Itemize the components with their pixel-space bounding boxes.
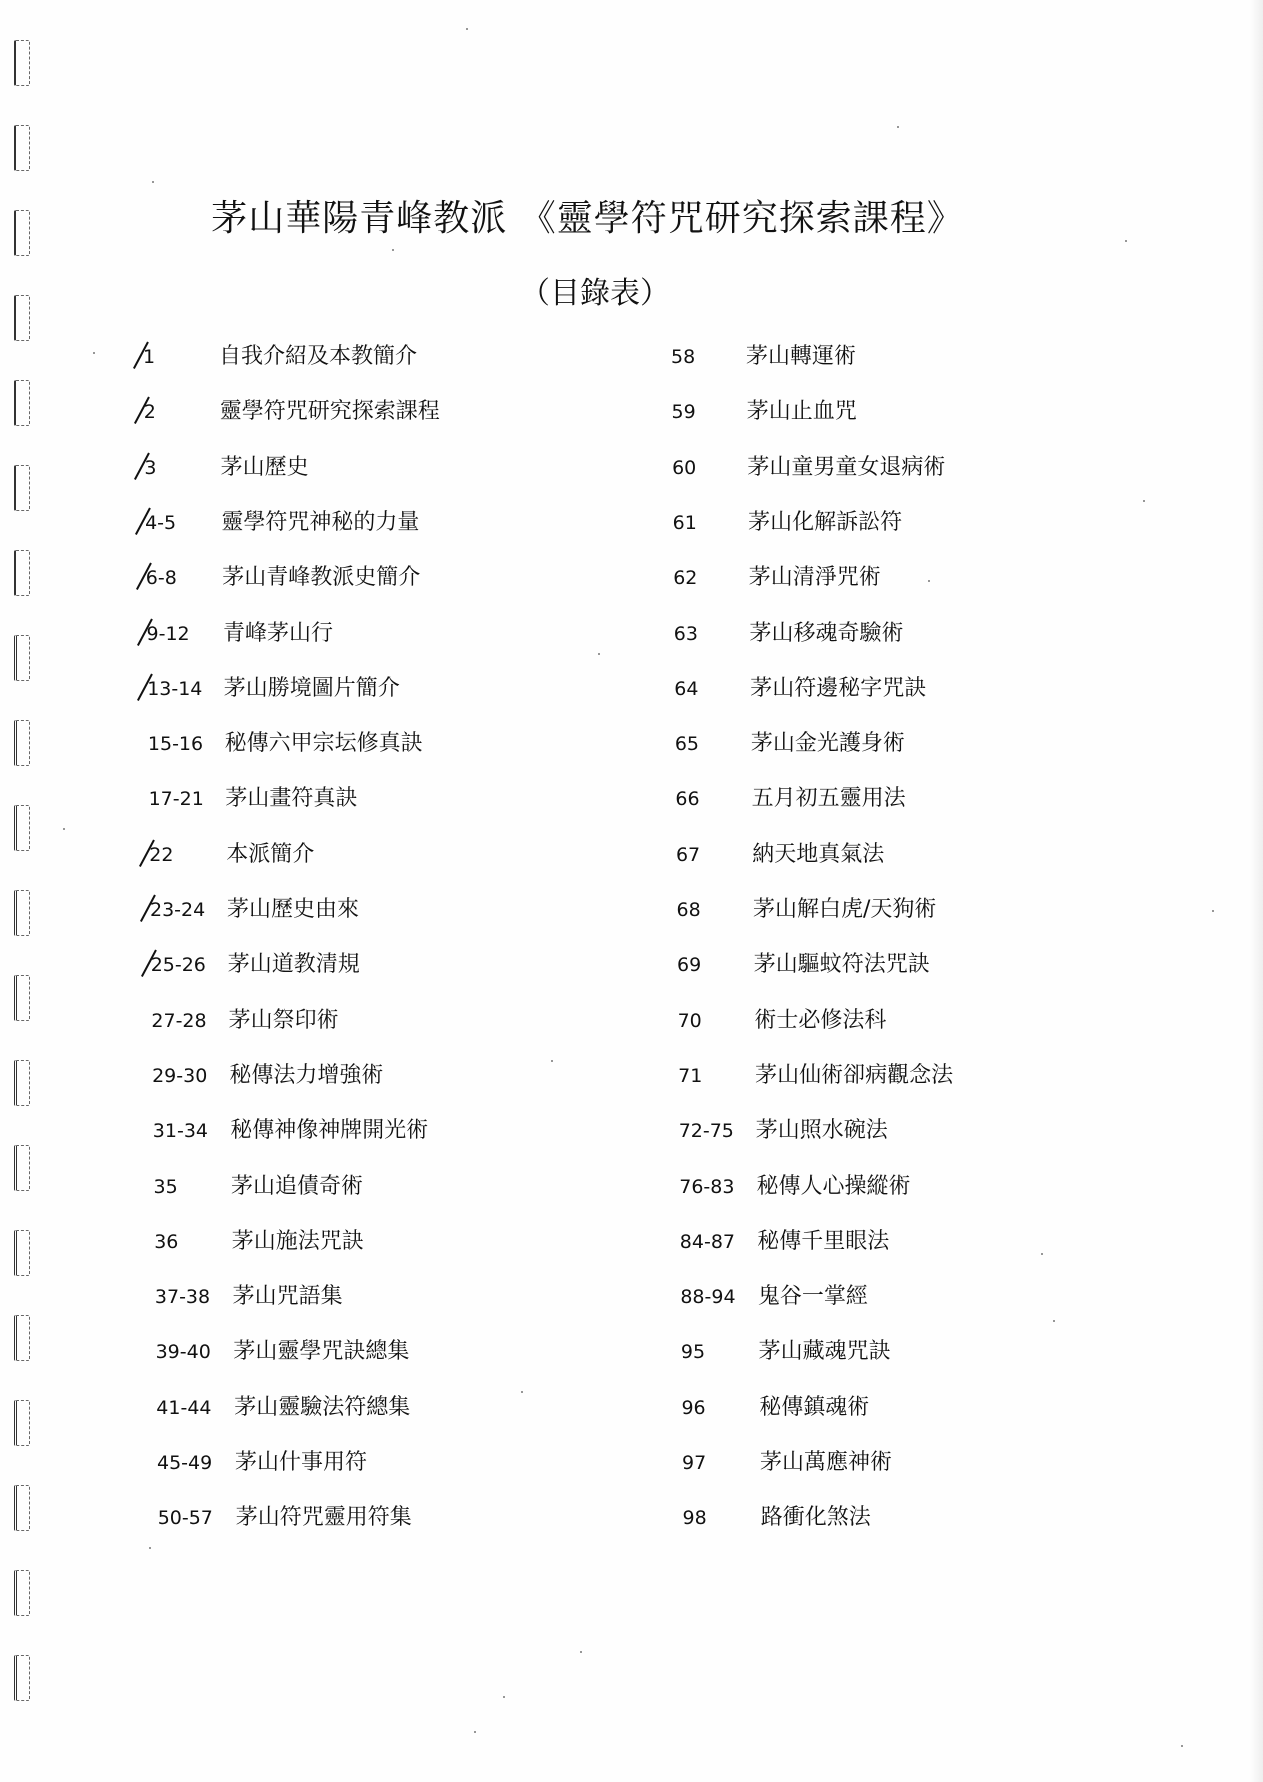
scan-speck — [466, 28, 468, 30]
toc-page-number: 62 — [673, 567, 698, 590]
binding-hole — [14, 1230, 30, 1276]
toc-entry-title: 茅山道教清規 — [227, 952, 360, 978]
toc-page-number: 27-28 — [151, 1009, 207, 1032]
toc-page-number: 1 — [143, 346, 156, 368]
binding-hole — [14, 40, 30, 86]
scan-speck — [149, 1547, 151, 1549]
toc-page-number: 45-49 — [157, 1452, 213, 1474]
toc-page-number: 39-40 — [155, 1341, 211, 1364]
toc-page-number: 22 — [149, 843, 174, 866]
toc-page-number: 95 — [680, 1341, 706, 1364]
toc-entry — [671, 340, 1230, 374]
toc-entry — [158, 1501, 560, 1535]
toc-entry — [147, 672, 560, 706]
scan-speck — [928, 580, 930, 582]
scan-speck — [1041, 1253, 1043, 1255]
toc-entry-title: 茅山符邊秘字咒訣 — [750, 675, 927, 701]
toc-entry — [153, 1114, 560, 1148]
toc-entry-title: 茅山施法咒訣 — [231, 1228, 364, 1254]
toc-entry-title: 術士必修法科 — [754, 1007, 887, 1033]
toc-entry — [155, 1280, 560, 1314]
binding-hole — [14, 550, 30, 596]
toc-entry — [679, 1170, 1230, 1204]
toc-entry-title: 茅山符咒靈用符集 — [235, 1505, 412, 1531]
document-title: 茅山華陽青峰教派 《靈學符咒研究探索課程》 — [211, 198, 964, 239]
toc-entry — [149, 782, 560, 816]
toc-page-number: 41-44 — [156, 1396, 212, 1419]
toc-page-number: 59 — [671, 401, 696, 424]
toc-page-number: 3 — [144, 456, 157, 479]
binding-hole — [14, 125, 30, 171]
toc-entry — [677, 948, 1230, 982]
toc-entry — [683, 1501, 1230, 1535]
binding-hole — [14, 1400, 30, 1446]
toc-page-number: 66 — [675, 788, 700, 811]
binding-hole — [14, 635, 30, 681]
toc-entry — [674, 617, 1230, 651]
toc-entry — [681, 1391, 1230, 1425]
scan-speck — [152, 181, 154, 183]
toc-page-number: 76-83 — [679, 1175, 735, 1198]
toc-entry — [145, 506, 560, 540]
toc-entry — [151, 1004, 560, 1038]
toc-entry — [150, 893, 560, 927]
toc-entry-title: 茅山追債奇術 — [231, 1173, 364, 1199]
toc-entry-title: 鬼谷一掌經 — [757, 1284, 868, 1310]
scan-speck — [580, 1651, 582, 1653]
binding-hole — [14, 1315, 30, 1361]
toc-page-number: 25-26 — [150, 954, 206, 977]
toc-page-number: 71 — [678, 1064, 703, 1087]
toc-entry — [143, 340, 560, 374]
toc-page-number: 35 — [153, 1175, 178, 1198]
scan-speck — [392, 249, 394, 251]
toc-page-number: 4-5 — [145, 511, 177, 534]
toc-entry — [152, 1059, 560, 1093]
toc-page-number: 72-75 — [678, 1120, 734, 1143]
scan-speck — [1181, 1745, 1183, 1747]
toc-page-number: 37-38 — [154, 1286, 211, 1309]
binding-hole — [14, 805, 30, 851]
toc-entry — [673, 561, 1230, 595]
toc-page-number: 67 — [675, 843, 701, 866]
scan-speck — [63, 828, 65, 830]
toc-page-number: 88-94 — [680, 1286, 736, 1309]
toc-entry — [146, 561, 560, 595]
toc-page-number: 69 — [677, 954, 702, 977]
toc-entry-title: 路衝化煞法 — [760, 1505, 871, 1531]
toc-entry — [144, 451, 560, 485]
scan-speck — [474, 1731, 476, 1733]
toc-entry — [151, 948, 560, 982]
toc-entry — [676, 838, 1230, 872]
binding-hole — [14, 1060, 30, 1106]
toc-entry — [148, 727, 560, 761]
binding-hole — [14, 720, 30, 766]
toc-entry-title: 茅山青峰教派史簡介 — [222, 565, 421, 591]
toc-entry-title: 茅山畫符真訣 — [225, 786, 358, 812]
toc-entry-title: 茅山勝境圖片簡介 — [223, 675, 400, 701]
toc-page-number: 6-8 — [145, 567, 177, 590]
toc-entry-title: 茅山祭印術 — [228, 1007, 339, 1033]
toc-page-number: 15-16 — [147, 733, 204, 756]
toc-entry — [156, 1335, 560, 1369]
toc-entry-title: 茅山靈學咒訣總集 — [233, 1339, 410, 1365]
toc-entry-title: 茅山童男童女退病術 — [747, 454, 946, 480]
toc-page-number: 36 — [154, 1230, 179, 1253]
page-edge-shadow — [1249, 0, 1263, 1782]
toc-entry-title: 茅山照水碗法 — [755, 1118, 888, 1144]
scan-speck — [897, 126, 899, 128]
toc-page-number: 23-24 — [150, 899, 206, 921]
binding-hole — [14, 1655, 30, 1701]
toc-entry — [144, 395, 560, 429]
toc-entry-title: 茅山止血咒 — [746, 399, 857, 425]
scan-speck — [1212, 910, 1214, 912]
scan-speck — [551, 1060, 553, 1062]
toc-entry-title: 秘傳千里眼法 — [757, 1228, 890, 1254]
binding-hole — [14, 465, 30, 511]
toc-entry-title: 茅山驅蚊符法咒訣 — [753, 952, 930, 978]
scan-speck — [521, 1391, 523, 1393]
binding-hole — [14, 1485, 30, 1531]
toc-entry — [674, 672, 1230, 706]
toc-entry-title: 本派簡介 — [226, 841, 315, 867]
toc-page-number: 50-57 — [157, 1507, 213, 1530]
toc-entry-title: 秘傳六甲宗坛修真訣 — [224, 731, 423, 757]
toc-entry — [673, 506, 1230, 540]
toc-page-number: 29-30 — [152, 1064, 208, 1087]
toc-entry — [154, 1225, 560, 1259]
toc-entry-title: 秘傳人心操縱術 — [756, 1173, 911, 1199]
toc-entry-title: 靈學符咒研究探索課程 — [219, 399, 440, 425]
document-subtitle: （目錄表） — [520, 276, 670, 311]
toc-entry-title: 自我介紹及本教簡介 — [219, 344, 418, 369]
binding-hole — [14, 975, 30, 1021]
toc-entry-title: 靈學符咒神秘的力量 — [221, 509, 420, 535]
toc-page-number: 98 — [682, 1507, 707, 1530]
toc-page-number: 58 — [671, 346, 696, 368]
scan-speck — [93, 352, 95, 354]
toc-entry — [680, 1225, 1230, 1259]
toc-entry-title: 茅山萬應神術 — [760, 1450, 893, 1475]
toc-entry — [672, 395, 1230, 429]
toc-entry-title: 秘傳法力增強術 — [229, 1062, 384, 1088]
binding-hole — [14, 380, 30, 426]
toc-entry — [678, 1004, 1230, 1038]
toc-entry — [680, 1280, 1230, 1314]
toc-entry — [672, 451, 1230, 485]
toc-entry — [681, 1335, 1230, 1369]
toc-entry-title: 納天地真氣法 — [752, 841, 885, 867]
toc-page-number: 60 — [672, 456, 697, 479]
toc-page-number: 68 — [676, 899, 701, 921]
toc-page-number: 64 — [674, 677, 699, 700]
toc-page-number: 13-14 — [147, 677, 203, 700]
toc-entry — [675, 727, 1230, 761]
scan-speck — [1143, 500, 1145, 502]
toc-entry — [149, 838, 560, 872]
toc-page-number: 9-12 — [146, 622, 190, 645]
toc-page-number: 2 — [143, 401, 156, 424]
toc-page-number: 17-21 — [148, 788, 204, 811]
toc-entry-title: 茅山歷史 — [220, 454, 309, 480]
toc-entry — [154, 1170, 561, 1204]
toc-entry-title: 茅山什事用符 — [235, 1450, 368, 1475]
toc-entry — [678, 1059, 1230, 1093]
scan-speck — [598, 653, 600, 655]
scan-speck — [1053, 1320, 1055, 1322]
toc-entry — [157, 1446, 560, 1480]
scan-speck — [503, 1696, 505, 1698]
scan-speck — [1125, 240, 1127, 242]
toc-entry-title: 茅山金光護身術 — [750, 731, 905, 757]
toc-page-number: 65 — [674, 733, 700, 756]
toc-page-number: 97 — [682, 1452, 707, 1474]
toc-entry-title: 秘傳鎮魂術 — [759, 1394, 870, 1420]
toc-entry-title: 茅山靈驗法符總集 — [234, 1394, 411, 1420]
toc-page-number: 61 — [672, 511, 697, 534]
toc-entry — [682, 1446, 1230, 1480]
toc-entry-title: 茅山轉運術 — [746, 344, 857, 369]
toc-entry — [679, 1114, 1230, 1148]
toc-page-number: 63 — [673, 622, 698, 645]
toc-entry — [147, 617, 561, 651]
toc-page-number: 96 — [681, 1396, 706, 1419]
toc-entry-title: 秘傳神像神牌開光術 — [230, 1118, 429, 1144]
toc-entry — [675, 782, 1230, 816]
toc-entry-title: 茅山移魂奇驗術 — [749, 620, 904, 646]
toc-entry — [677, 893, 1231, 927]
toc-entry-title: 五月初五靈用法 — [751, 786, 906, 812]
toc-entry-title: 茅山清淨咒術 — [748, 565, 881, 591]
binding-hole — [14, 1145, 30, 1191]
toc-entry-title: 茅山藏魂咒訣 — [758, 1339, 891, 1365]
binding-hole — [14, 1570, 30, 1616]
toc-entry — [156, 1391, 560, 1425]
toc-page-number: 31-34 — [152, 1120, 209, 1143]
toc-entry-title: 茅山仙術卻病觀念法 — [755, 1062, 954, 1088]
toc-page-number: 70 — [677, 1009, 702, 1032]
toc-entry-title: 茅山解白虎/天狗術 — [753, 897, 937, 922]
toc-entry-title: 茅山咒語集 — [232, 1284, 343, 1310]
toc-entry-title: 青峰茅山行 — [223, 620, 334, 646]
toc-page-number: 84-87 — [679, 1230, 736, 1253]
toc-entry-title: 茅山歷史由來 — [227, 897, 360, 922]
binding-hole — [14, 890, 30, 936]
toc-entry-title: 茅山化解訴訟符 — [748, 509, 903, 535]
